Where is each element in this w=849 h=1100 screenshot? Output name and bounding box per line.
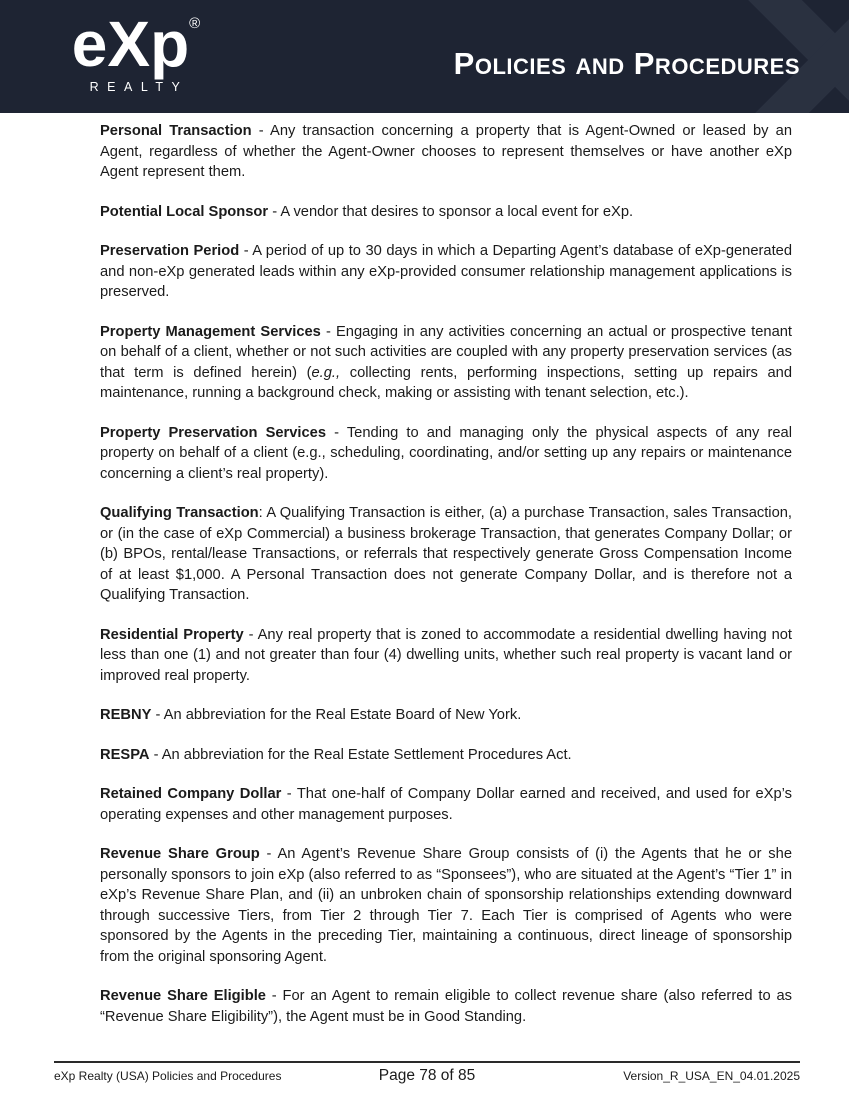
definition-item-rebny	[100, 705, 792, 726]
definition-text: Engaging in any activities concerning an actual or prospective tenant on behalf of a client, whether or not such activities are coupled with any property preservation services (as that term is defined herein) (	[100, 323, 792, 381]
definition-term: Preservation Period	[100, 243, 240, 259]
definition-item-residential-property	[100, 625, 792, 687]
definition-text: An Agent’s Revenue Share Group consists of (i) the Agents that he or she personally sponsors to join eXp (also referred to as “Sponsees”), who are situated at the Agent’s “Tier 1” in eXp’s Revenue Share Plan, and (ii) an unbroken chain of sponsorship relationships extending downward through successive Tiers, from Tier 2 through Tier 7. Each Tier is comprised of Agents who were sponsored by the Agents in the preceding Tier, maintaining a continuous, direct lineage of sponsorship from the original sponsoring Agent.	[100, 846, 792, 965]
definition-separator: -	[243, 626, 258, 643]
definition-text: That one-half of Company Dollar earned and received, and used for eXp’s operating expenses and other management purposes.	[100, 786, 792, 823]
definition-item-property-management-services	[100, 322, 792, 404]
definition-term: RESPA	[100, 746, 150, 763]
definition-term: Residential Property	[100, 626, 244, 643]
definition-item-respa	[100, 745, 792, 766]
definition-text: Any real property that is zoned to accommodate a residential dwelling having not less than one (1) and not greater than four (4) dwelling units, whether such real property is vacant land or improved real property.	[100, 626, 792, 684]
footer-version: Version_R_USA_EN_04.01.2025	[623, 1069, 800, 1083]
definition-term: Retained Company Dollar	[100, 786, 282, 802]
definition-item-retained-company-dollar	[100, 784, 792, 825]
footer-document-name: eXp Realty (USA) Policies and Procedures	[54, 1069, 282, 1083]
banner-header	[0, 0, 849, 113]
definition-separator: -	[268, 203, 281, 220]
definition-separator: -	[251, 123, 271, 139]
definition-term: Property Preservation Services	[100, 424, 327, 441]
definition-term: REBNY	[100, 707, 152, 723]
definition-separator: -	[265, 988, 283, 1004]
definition-text: Any transaction concerning a property that is Agent-Owned or leased by an Agent, regardless of whether the Agent-Owner chooses to represent themselves or have another eXp Agent represent them.	[100, 123, 792, 180]
definition-text: A vendor that desires to sponsor a local event for eXp.	[280, 203, 634, 220]
definition-separator: -	[149, 746, 162, 763]
document-title: Policies and Procedures	[453, 46, 800, 81]
definition-term: Qualifying Transaction	[100, 505, 259, 521]
page-number: Page 78 of 85	[378, 1067, 476, 1084]
definitions-section	[100, 121, 792, 1057]
definition-text: An abbreviation for the Real Estate Board of New York.	[163, 707, 522, 723]
definition-separator: -	[326, 424, 347, 441]
definition-separator: -	[320, 323, 336, 340]
definition-item-qualifying-transaction	[100, 503, 792, 606]
definition-text: Tending to and managing only the physical aspects of any real property on behalf of a client (e.g., scheduling, coordinating, and/or setting up any repairs or maintenance concerning a client’s real property).	[100, 424, 792, 482]
definition-separator: -	[151, 707, 164, 723]
definition-term: Revenue Share Group	[100, 846, 260, 862]
definition-item-preservation-period	[100, 241, 792, 303]
definitions-list	[100, 121, 792, 1027]
definition-separator: :	[258, 505, 267, 521]
definition-text: For an Agent to remain eligible to collect revenue share (also referred to as “Revenue Share Eligibility”), the Agent must be in Good Standing.	[100, 988, 792, 1025]
definition-item-revenue-share-eligible	[100, 986, 792, 1027]
logo-subtext: REALTY	[89, 79, 189, 94]
definition-item-revenue-share-group	[100, 844, 792, 967]
definition-text-italic: e.g.,	[311, 364, 341, 381]
definition-separator: -	[259, 846, 278, 862]
definition-separator: -	[281, 786, 297, 802]
definition-item-personal-transaction	[100, 121, 792, 183]
definition-item-potential-local-sponsor	[100, 202, 792, 223]
definition-term: Personal Transaction	[100, 123, 252, 139]
logo-wordmark-text: eXp	[71, 8, 190, 80]
definition-text: An abbreviation for the Real Estate Settlement Procedures Act.	[161, 746, 572, 763]
page-footer	[54, 1061, 800, 1085]
definition-item-property-preservation-services	[100, 423, 792, 485]
logo-wordmark	[56, 4, 216, 86]
definition-text: collecting rents, performing inspections, setting up repairs and maintenance, running a background check, making or assisting with tenant selection, etc.).	[100, 364, 792, 401]
definition-term: Revenue Share Eligible	[100, 988, 266, 1004]
definition-term: Property Management Services	[100, 323, 321, 340]
definition-text: A Qualifying Transaction is either, (a) a purchase Transaction, sales Transaction, or (in the case of eXp Commercial) a business brokerage Transaction, that generates Company Dollar; or (b) BPOs, rental/lease Transactions, or referrals that respectively generate Gross Compensation Income of at least $1,000. A Personal Transaction does not generate Company Dollar, and is therefore not a Qualifying Transaction.	[100, 505, 792, 603]
definition-separator: -	[239, 243, 253, 259]
definition-text: A period of up to 30 days in which a Departing Agent’s database of eXp-generated and non-eXp generated leads within any eXp-provided consumer relationship management applications is preserved.	[100, 243, 792, 300]
registered-trademark-icon: ®	[189, 15, 201, 32]
definition-term: Potential Local Sponsor	[100, 203, 269, 220]
exp-realty-logo	[56, 4, 216, 94]
